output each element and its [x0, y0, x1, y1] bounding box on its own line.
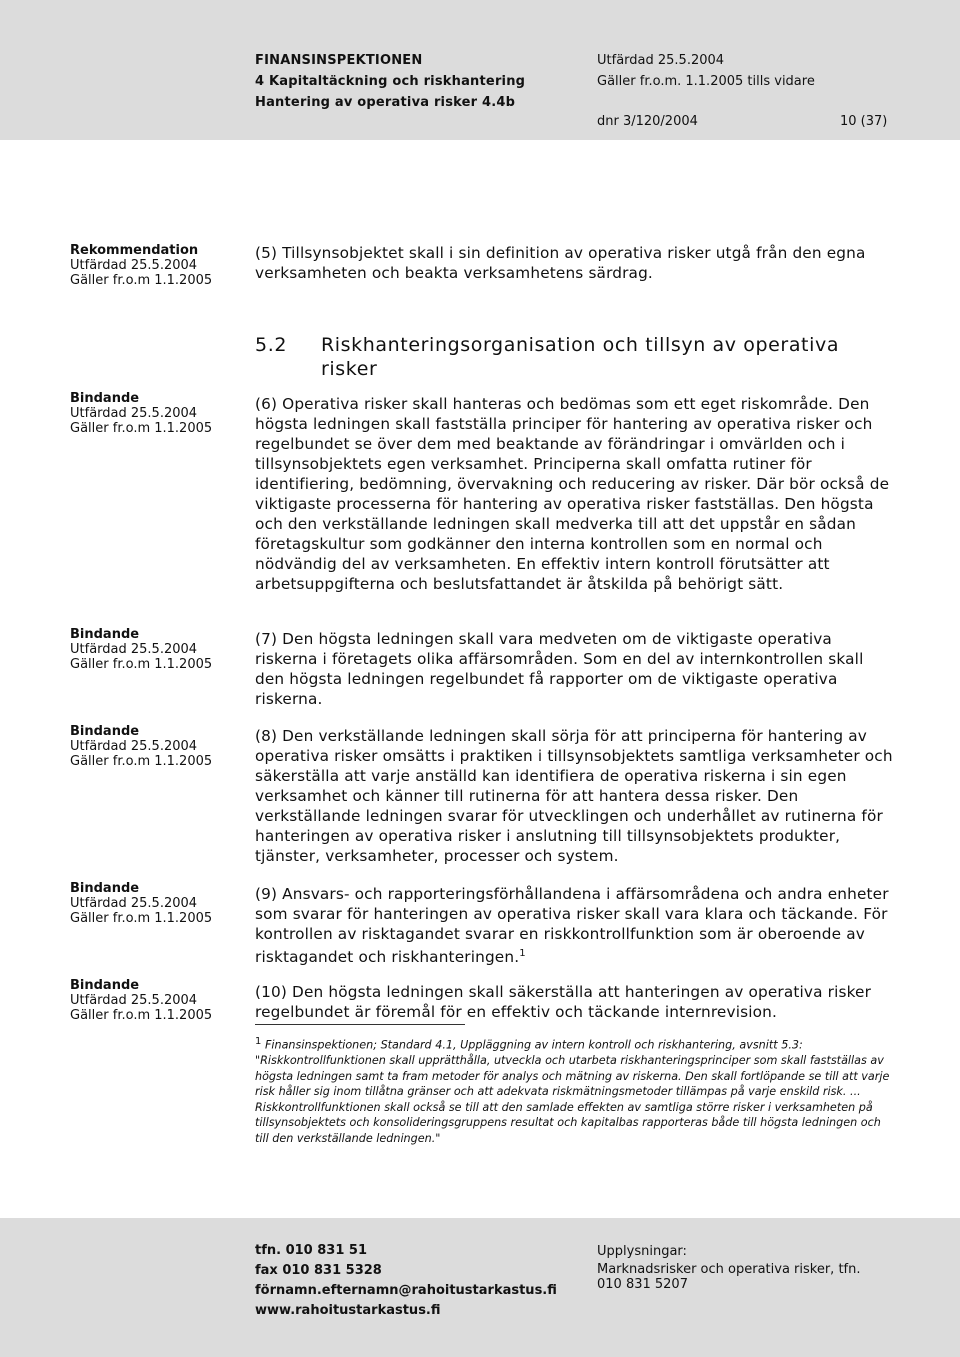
paragraph-10: (10) Den högsta ledningen skall säkerställa att hanteringen av operativa risker regelbundet är föremål för en effektiv och täckande internrevision. [255, 983, 872, 1021]
meta-valid: Gäller fr.o.m 1.1.2005 [70, 657, 213, 672]
header-org: FINANSINSPEKTIONEN [255, 53, 423, 68]
header-issued: Utfärdad 25.5.2004 [597, 53, 725, 68]
footer-fax: fax 010 831 5328 [255, 1263, 382, 1278]
meta-valid: Gäller fr.o.m 1.1.2005 [70, 1008, 213, 1023]
meta-valid: Gäller fr.o.m 1.1.2005 [70, 911, 213, 926]
meta-issued: Utfärdad 25.5.2004 [70, 739, 198, 754]
footnote-ref[interactable]: 1 [519, 948, 526, 959]
paragraph-5: (5) Tillsynsobjektet skall i sin definition av operativa risker utgå från den egna verksamheten och beakta verksamhetens särdrag. [255, 244, 866, 282]
header-page-number: 10 (37) [840, 114, 888, 129]
header-valid: Gäller fr.o.m. 1.1.2005 tills vidare [597, 74, 815, 89]
paragraph-6: (6) Operativa risker skall hanteras och bedömas som ett eget riskområde. Den högsta ledningen skall fastställa principer för hantering av operativa risker och regelbundet se över dem med beaktande av förändringar i omvärlden och i tillsynsobjektets egen verksamhet. Principerna skall omfatta rutiner för identifiering, bedömning, övervakning och reducering av risker. Där bör också de viktigaste processerna för hantering av operativa risker fastställas. Den högsta och den verkställande ledningen skall medverka till att det uppstår en sådan företagskultur som godkänner den interna kontrollen som en normal och nödvändig del av verksamheten. En effektiv intern kontroll förutsätter att arbetsuppgifterna och beslutsfattandet är åtskilda på behörigt sätt. [255, 395, 890, 593]
footer-email[interactable]: förnamn.efternamn@rahoitustarkastus.fi [255, 1283, 557, 1298]
footnote-divider [255, 1024, 465, 1025]
meta-issued: Utfärdad 25.5.2004 [70, 993, 198, 1008]
meta-issued: Utfärdad 25.5.2004 [70, 258, 198, 273]
footer-info-text: Marknadsrisker och operativa risker, tfn. 010 831 5207 [597, 1262, 861, 1292]
footnote-text: Finansinspektionen; Standard 4.1, Uppläggning av intern kontroll och riskhantering, avsnitt 5.3: "Riskkontrollfunktionen skall upprätthålla, utveckla och utarbeta riskhanteringsprinciper som skall fastställas av högsta ledningen samt ta fram metoder för analys och mätning av riskerna. Den skall fortlöpande se till att varje risk håller sig inom tillåtna gränser och att adekvata riskmätningsmetoder tillämpas på varje enskild risk. ... Riskkontrollfunktionen skall också se till att den samlade effekten av samtliga större risker i verksamheten på tillsynsobjektets och konsolideringsgruppens resultat och kapitalbas rapporteras både till högsta ledningen och till den verkställande ledningen." [255, 1038, 890, 1145]
meta-issued: Utfärdad 25.5.2004 [70, 642, 198, 657]
footer-website[interactable]: www.rahoitustarkastus.fi [255, 1303, 441, 1318]
paragraph-9 [255, 884, 895, 967]
header-dnr: dnr 3/120/2004 [597, 114, 698, 129]
meta-kind: Bindande [70, 627, 140, 642]
margin-meta-binding [70, 978, 275, 1023]
meta-issued: Utfärdad 25.5.2004 [70, 896, 198, 911]
header-chapter: 4 Kapitaltäckning och riskhantering [255, 74, 526, 89]
section-title-line2: risker [321, 358, 378, 380]
margin-meta-binding [70, 391, 275, 436]
paragraph-7: (7) Den högsta ledningen skall vara medveten om de viktigaste operativa riskerna i företagets olika affärsområden. Som en del av internkontrollen skall den högsta ledningen regelbundet få rapporter om de viktigaste operativa riskerna. [255, 630, 864, 708]
meta-kind: Bindande [70, 978, 140, 993]
section-number: 5.2 [255, 334, 288, 356]
footnote [255, 1034, 895, 1146]
page-footer [0, 1218, 960, 1357]
paragraph-9-text: (9) Ansvars- och rapporteringsförhållandena i affärsområdena och andra enheter som svarar för hanteringen av operativa risker skall vara klara och täckande. För kontrollen av risktagandet svarar en riskkontrollfunktion som är oberoende av risktagandet och riskhanteringen. [255, 885, 889, 967]
margin-meta-binding [70, 627, 275, 672]
meta-valid: Gäller fr.o.m 1.1.2005 [70, 421, 213, 436]
meta-kind: Rekommendation [70, 243, 199, 258]
section-heading [255, 333, 915, 381]
meta-valid: Gäller fr.o.m 1.1.2005 [70, 754, 213, 769]
meta-kind: Bindande [70, 881, 140, 896]
footnote-marker: 1 [255, 1036, 262, 1047]
footer-phone: tfn. 010 831 51 [255, 1243, 368, 1258]
paragraph-8: (8) Den verkställande ledningen skall sörja för att principerna för hantering av operativa risker omsätts i praktiken i tillsynsobjektets samtliga verksamheter och säkerställa att varje anställd kan identifiera de operativa riskerna i sin egen verksamhet och känner till rutinerna för att hantera dessa risker. Den verkställande ledningen svarar för utvecklingen och underhållet av rutinerna för hanteringen av operativa risker i anslutning till tillsynsobjektets produkter, tjänster, verksamheter, processer och system. [255, 727, 893, 865]
meta-kind: Bindande [70, 391, 140, 406]
meta-valid: Gäller fr.o.m 1.1.2005 [70, 273, 213, 288]
margin-meta-binding [70, 724, 275, 769]
footer-info-label: Upplysningar: [597, 1244, 687, 1259]
section-title-line1: Riskhanteringsorganisation och tillsyn av operativa [321, 334, 840, 356]
margin-meta-recommendation [70, 243, 275, 288]
meta-issued: Utfärdad 25.5.2004 [70, 406, 198, 421]
meta-kind: Bindande [70, 724, 140, 739]
header-section: Hantering av operativa risker 4.4b [255, 95, 516, 110]
page-header [0, 0, 960, 140]
margin-meta-binding [70, 881, 275, 926]
